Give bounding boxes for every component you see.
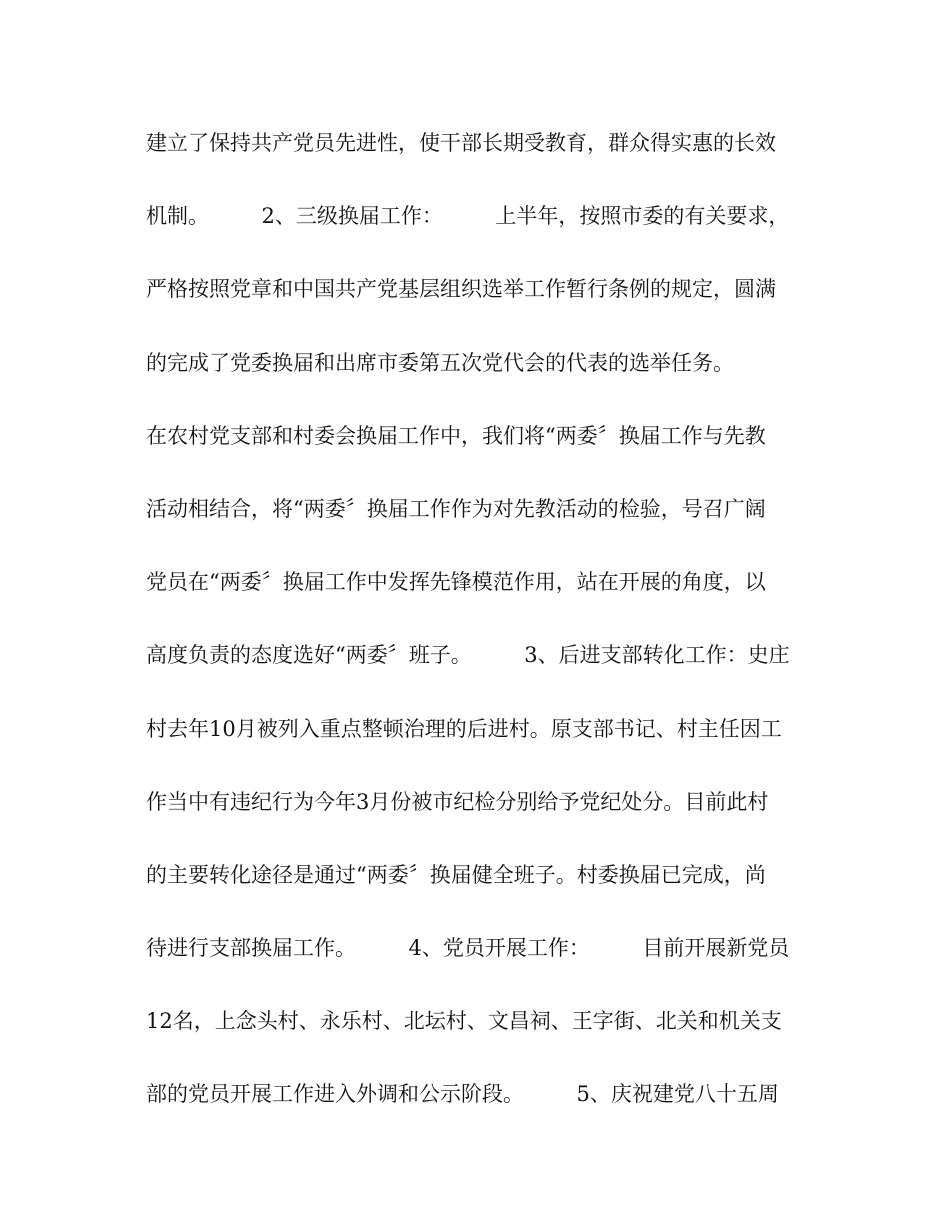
text-line-2: 机制。 2、三级换届工作： 上半年，按照市委的有关要求， bbox=[146, 204, 790, 229]
text-line-13: 12名，上念头村、永乐村、北坛村、文昌祠、王字街、北关和机关支 bbox=[146, 1009, 782, 1034]
text-line-6: 活动相结合，将“两委〞换届工作作为对先教活动的检验，号召广阔 bbox=[146, 496, 766, 521]
text-line-10: 作当中有违纪行为今年3月份被市纪检分别给予党纪处分。目前此村 bbox=[146, 789, 769, 814]
text-line-3: 严格按照党章和中国共产党基层组织选举工作暂行条例的规定，圆满 bbox=[146, 277, 776, 302]
text-line-14: 部的党员开展工作进入外调和公示阶段。 5、庆祝建党八十五周 bbox=[146, 1082, 779, 1107]
text-line-11: 的主要转化途径是通过“两委〞换届健全班子。村委换届已完成，尚 bbox=[146, 862, 766, 887]
text-line-1: 建立了保持共产党员先进性，使干部长期受教育，群众得实惠的长效 bbox=[146, 131, 776, 155]
text-line-8: 高度负责的态度选好“两委〞班子。 3、后进支部转化工作：史庄 bbox=[146, 643, 790, 668]
text-line-12: 待进行支部换届工作。 4、党员开展工作： 目前开展新党员 bbox=[146, 936, 790, 961]
text-line-9: 村去年10月被列入重点整顿治理的后进村。原支部书记、村主任因工 bbox=[146, 716, 782, 741]
text-line-4: 的完成了党委换届和出席市委第五次党代会的代表的选举任务。 bbox=[146, 350, 734, 375]
text-line-5: 在农村党支部和村委会换届工作中，我们将“两委〞换届工作与先教 bbox=[146, 423, 766, 448]
text-line-7: 党员在“两委〞换届工作中发挥先锋模范作用，站在开展的角度，以 bbox=[146, 570, 766, 595]
document-body bbox=[146, 121, 816, 1146]
